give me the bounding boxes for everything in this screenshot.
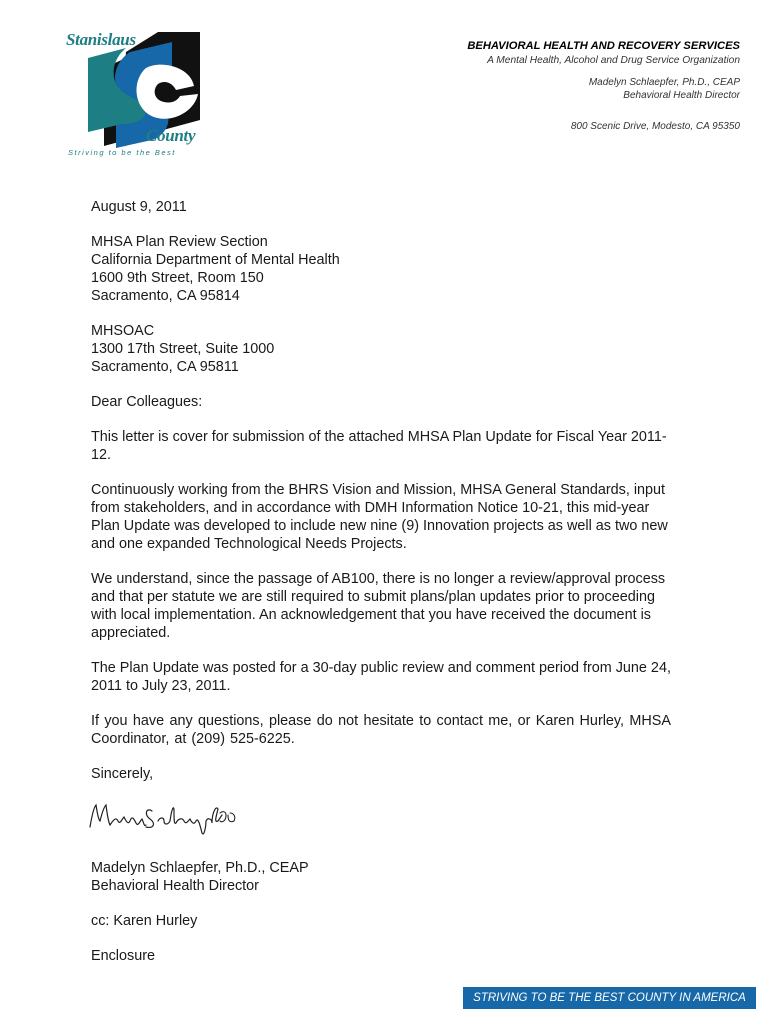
- address-line: 1600 9th Street, Room 150: [91, 270, 264, 286]
- address-line: MHSA Plan Review Section: [91, 234, 268, 250]
- paragraph-3: We understand, since the passage of AB100, there is no longer a review/approval process and that per statute we are still required to submit plans/plan updates prior to proceeding with local implementation. An acknowledgement that you have received the document is appreciated.: [91, 571, 666, 641]
- letterhead-director: [467, 76, 740, 102]
- address-line: Sacramento, CA 95811: [91, 359, 239, 375]
- letter-date: August 9, 2011: [91, 199, 187, 215]
- address-line: MHSOAC: [91, 323, 155, 339]
- logo-word-stanislaus: Stanislaus: [66, 30, 136, 49]
- signer-block: [91, 859, 671, 895]
- address-line: Sacramento, CA 95814: [91, 288, 240, 304]
- salutation: Dear Colleagues:: [91, 394, 203, 410]
- recipient-address-1: [91, 233, 671, 305]
- agency-subtitle: A Mental Health, Alcohol and Drug Service Organization: [487, 55, 740, 66]
- director-title: Behavioral Health Director: [623, 90, 740, 101]
- agency-name: BEHAVIORAL HEALTH AND RECOVERY SERVICES: [467, 40, 740, 52]
- handwritten-signature: [88, 797, 238, 841]
- logo-word-county: County: [146, 126, 196, 145]
- director-name: Madelyn Schlaepfer, Ph.D., CEAP: [588, 77, 740, 88]
- cc-line: cc: Karen Hurley: [91, 913, 198, 929]
- enclosure-line: Enclosure: [91, 948, 155, 964]
- recipient-address-2: [91, 322, 671, 376]
- paragraph-1: This letter is cover for submission of the attached MHSA Plan Update for Fiscal Year 2011-12.: [91, 429, 667, 463]
- agency-address: 800 Scenic Drive, Modesto, CA 95350: [570, 121, 740, 132]
- signer-title: Behavioral Health Director: [91, 878, 259, 894]
- letterhead: [467, 40, 740, 132]
- letter-body: [91, 198, 671, 982]
- paragraph-5: If you have any questions, please do not hesitate to contact me, or Karen Hurley, MHSA Coordinator, at (209) 525-6225.: [91, 713, 671, 747]
- address-line: California Department of Mental Health: [91, 252, 340, 268]
- paragraph-4: The Plan Update was posted for a 30-day public review and comment period from June 24, 2011 to July 23, 2011.: [91, 660, 671, 694]
- signer-name: Madelyn Schlaepfer, Ph.D., CEAP: [91, 860, 309, 876]
- logo-tagline: Striving to be the Best: [68, 148, 176, 157]
- address-line: 1300 17th Street, Suite 1000: [91, 341, 275, 357]
- footer-slogan-bar: STRIVING TO BE THE BEST COUNTY IN AMERICA: [463, 987, 756, 1009]
- closing: Sincerely,: [91, 766, 154, 782]
- county-logo: [60, 28, 210, 160]
- paragraph-2: Continuously working from the BHRS Vision and Mission, MHSA General Standards, input from stakeholders, and in accordance with DMH Information Notice 10-21, this mid-year Plan Update was developed to include new nine (9) Innovation projects as well as two new and one expanded Technological Needs Projects.: [91, 482, 668, 552]
